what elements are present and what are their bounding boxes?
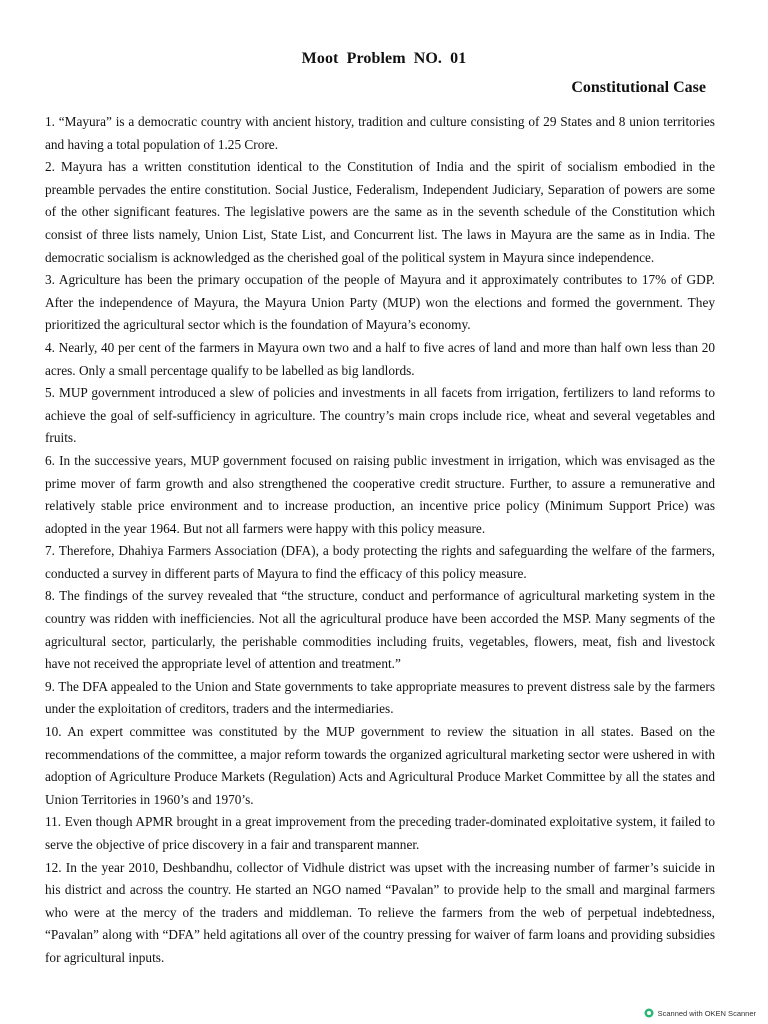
page-subtitle: Constitutional Case bbox=[571, 79, 706, 96]
oken-scanner-logo-icon bbox=[644, 1008, 654, 1018]
paragraph-12: 12. In the year 2010, Deshbandhu, collector of Vidhule district was upset with the increasing number of farmer’s suicide in his district and across the country. He started an NGO named “Pavalan” to provide help to the small and marginal farmers who were at the mercy of the traders and middleman. To relieve the farmers from the web of perpetual indebtedness, “Pavalan” along with “DFA” held agitations all over of the country pressing for waiver of farm loans and providing subsidies for agricultural inputs. bbox=[45, 859, 715, 965]
paragraph-2: 2. Mayura has a written constitution identical to the Constitution of India and the spirit of socialism embodied in the preamble pervades the entire constitution. Social Justice, Federalism, Independent Judiciary, Separation of powers are some of the other significant features. The legislative powers are the same as in the seventh schedule of the Constitution which consist of three lists namely, Union List, State List, and Concurrent list. The laws in Mayura are the same as in India. The democratic socialism is acknowledged as the cherished goal of the political system in Mayura since independence. bbox=[45, 159, 715, 265]
paragraph-11: 11. Even though APMR brought in a great improvement from the preceding trader-dominated exploitative system, it failed to serve the objective of price discovery in a fair and transparent manner. bbox=[45, 814, 715, 852]
paragraph-5: 5. MUP government introduced a slew of policies and investments in all facets from irrigation, fertilizers to land reforms to achieve the goal of self-sufficiency in agriculture. The country’s main crops include rice, wheat and several vegetables and fruits. bbox=[45, 385, 715, 446]
scanner-text: Scanned with OKEN Scanner bbox=[657, 1008, 756, 1018]
page-title: Moot Problem NO. 01 bbox=[301, 50, 467, 67]
paragraph-6: 6. In the successive years, MUP government focused on raising public investment in irrigation, which was envisaged as the prime mover of farm growth and also strengthened the cooperative credit structure. Further, to assure a remunerative and relatively stable price environment and to increase production, an incentive price policy (Minimum Support Price) was adopted in the year 1964. But not all farmers were happy with this policy measure. bbox=[45, 452, 715, 536]
paragraph-8: 8. The findings of the survey revealed that “the structure, conduct and performance of agricultural marketing system in the country was ridden with inefficiencies. Not all the agricultural produce have been accorded the MSP. Many segments of the agricultural sector, particularly, the perishable commodities including fruits, vegetables, flowers, meat, fish and livestock have not received the appropriate level of attention and treatment.” bbox=[45, 588, 715, 672]
paragraph-1: 1. “Mayura” is a democratic country with ancient history, tradition and culture consisting of 29 States and 8 union territories and having a total population of 1.25 Crore. bbox=[45, 114, 715, 152]
scanner-watermark bbox=[644, 1008, 756, 1018]
paragraph-3: 3. Agriculture has been the primary occupation of the people of Mayura and it approximately contributes to 17% of GDP. After the independence of Mayura, the Mayura Union Party (MUP) won the elections and formed the government. They prioritized the agricultural sector which is the foundation of Mayura’s economy. bbox=[45, 272, 715, 333]
paragraph-9: 9. The DFA appealed to the Union and State governments to take appropriate measures to prevent distress sale by the farmers under the exploitation of creditors, traders and the intermediaries. bbox=[45, 678, 715, 717]
paragraph-4: 4. Nearly, 40 per cent of the farmers in Mayura own two and a half to five acres of land and more than half own less than 20 acres. Only a small percentage qualify to be labelled as big landlords. bbox=[45, 339, 715, 378]
paragraph-7: 7. Therefore, Dhahiya Farmers Association (DFA), a body protecting the rights and safeguarding the welfare of the farmers, conducted a survey in different parts of Mayura to find the efficacy of this policy measure. bbox=[45, 543, 715, 581]
paragraph-10: 10. An expert committee was constituted by the MUP government to review the situation in all states. Based on the recommendations of the committee, a major reform towards the organized agricultural marketing sector were ushered in with adoption of Agriculture Produce Markets (Regulation) Acts and Agricultural Produce Market Committee by all the states and Union Territories in 1960’s and 1970’s. bbox=[45, 724, 715, 807]
document-body bbox=[45, 111, 715, 970]
